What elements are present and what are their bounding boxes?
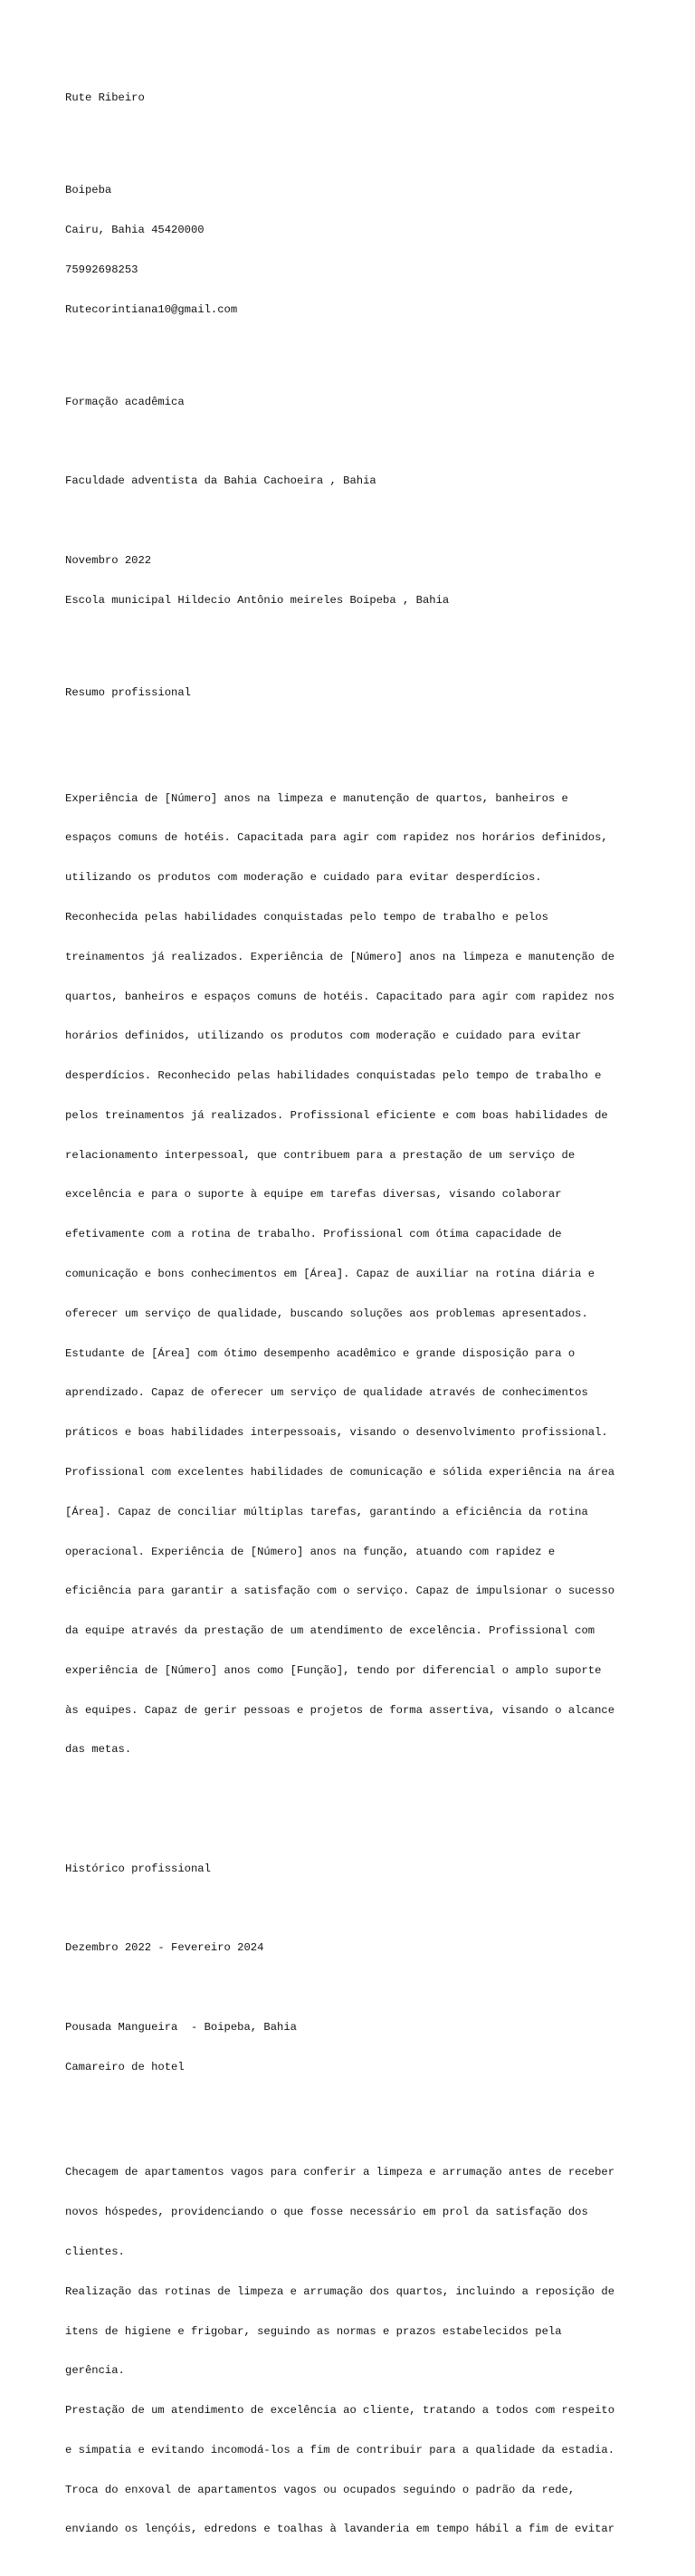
spacer (65, 2100, 644, 2113)
summary-line: da equipe através da prestação de um atendimento de excelência. Profissional com (65, 1624, 595, 1638)
spacer (65, 1981, 644, 1995)
summary-line: das metas. (65, 1743, 132, 1757)
duty-line: Checagem de apartamentos vagos para conferir a limpeza e arrumação antes de receber (65, 2166, 615, 2179)
spacer (65, 514, 644, 528)
spacer (65, 634, 644, 647)
summary-line: utilizando os produtos com moderação e cuidado para evitar desperdícios. (65, 871, 542, 885)
duty-line: gerência. (65, 2364, 125, 2378)
education-heading: Formação acadêmica (65, 395, 185, 408)
summary-line: aprendizado. Capaz de oferecer um serviço de qualidade através de conhecimentos (65, 1386, 588, 1400)
summary-line: relacionamento interpessoal, que contribuem para a prestação de um serviço de (65, 1148, 576, 1162)
job-role: Camareiro de hotel (65, 2060, 185, 2073)
summary-line: quartos, banheiros e espaços comuns de hotéis. Capacitado para agir com rapidez nos (65, 990, 615, 1003)
summary-line: operacional. Experiência de [Número] anos na função, atuando com rapidez e (65, 1545, 556, 1558)
summary-line: comunicação e bons conhecimentos em [Área]. Capaz de auxiliar na rotina diária e (65, 1268, 595, 1281)
spacer (65, 131, 644, 145)
summary-line: pelos treinamentos já realizados. Profissional eficiente e com boas habilidades de (65, 1108, 608, 1122)
education-school: Escola municipal Hildecio Antônio meireles Boipeba , Bahia (65, 593, 450, 607)
summary-line: espaços comuns de hotéis. Capacitada para agir com rapidez nos horários definidos, (65, 831, 608, 845)
job-period: Dezembro 2022 - Fevereiro 2024 (65, 1941, 264, 1955)
email-address: Rutecorintiana10@gmail.com (65, 302, 238, 316)
job-duties (65, 2140, 644, 2562)
summary-line: excelência e para o suporte à equipe em tarefas diversas, visando colaborar (65, 1188, 562, 1202)
spacer (65, 726, 644, 740)
summary-line: Reconhecida pelas habilidades conquistadas pelo tempo de trabalho e pelos (65, 911, 548, 924)
spacer (65, 436, 644, 449)
spacer (65, 1902, 644, 1916)
candidate-name: Rute Ribeiro (65, 91, 145, 105)
spacer (65, 342, 644, 356)
address-line-1: Boipeba (65, 184, 112, 197)
summary-line: [Área]. Capaz de conciliar múltiplas tarefas, garantindo a eficiência da rotina (65, 1505, 588, 1518)
spacer (65, 1809, 644, 1823)
summary-line: horários definidos, utilizando os produtos com moderação e cuidado para evitar (65, 1029, 582, 1043)
duty-line: Prestação de um atendimento de excelência ao cliente, tratando a todos com respeito (65, 2404, 615, 2418)
education-institution: Faculdade adventista da Bahia Cachoeira , Bahia (65, 474, 376, 488)
summary-heading: Resumo profissional (65, 685, 191, 699)
summary-line: Experiência de [Número] anos na limpeza e manutenção de quartos, banheiros e (65, 791, 568, 805)
duty-line: itens de higiene e frigobar, seguindo as normas e prazos estabelecidos pela (65, 2324, 562, 2338)
address-line-2: Cairu, Bahia 45420000 (65, 224, 205, 237)
duty-line: Realização das rotinas de limpeza e arrumação dos quartos, incluindo a reposição de (65, 2284, 615, 2298)
duty-line: e simpatia e evitando incomodá-los a fim de contribuir para a qualidade da estadia. (65, 2443, 615, 2456)
resume-document (65, 65, 644, 2576)
summary-line: treinamentos já realizados. Experiência de [Número] anos na limpeza e manutenção de (65, 950, 615, 963)
summary-line: Profissional com excelentes habilidades de comunicação e sólida experiência na área (65, 1465, 615, 1479)
history-heading: Histórico profissional (65, 1862, 211, 1875)
job-employer: Pousada Mangueira - Boipeba, Bahia (65, 2020, 297, 2034)
summary-line: Estudante de [Área] com ótimo desempenho acadêmico e grande disposição para o (65, 1346, 576, 1360)
duty-line: novos hóspedes, providenciando o que fosse necessário em prol da satisfação dos (65, 2206, 588, 2219)
duty-line: enviando os lençóis, edredons e toalhas à lavanderia em tempo hábil a fim de evitar (65, 2523, 615, 2536)
education-date: Novembro 2022 (65, 553, 152, 567)
summary-line: práticos e boas habilidades interpessoais, visando o desenvolvimento profissional. (65, 1426, 608, 1440)
summary-line: oferecer um serviço de qualidade, buscando soluções aos problemas apresentados. (65, 1307, 588, 1320)
summary-line: desperdícios. Reconhecido pelas habilidades conquistadas pelo tempo de trabalho e (65, 1069, 602, 1083)
summary-line: eficiência para garantir a satisfação com o serviço. Capaz de impulsionar o sucesso (65, 1585, 615, 1598)
summary-paragraph (65, 765, 644, 1783)
duty-line: Troca do enxoval de apartamentos vagos ou ocupados seguindo o padrão da rede, (65, 2483, 576, 2496)
summary-line: experiência de [Número] anos como [Função], tendo por diferencial o amplo suporte (65, 1663, 602, 1677)
summary-line: às equipes. Capaz de gerir pessoas e projetos de forma assertiva, visando o alcance (65, 1703, 615, 1717)
summary-line: efetivamente com a rotina de trabalho. Profissional com ótima capacidade de (65, 1228, 562, 1241)
duty-line: clientes. (65, 2245, 125, 2258)
phone-number: 75992698253 (65, 263, 138, 276)
